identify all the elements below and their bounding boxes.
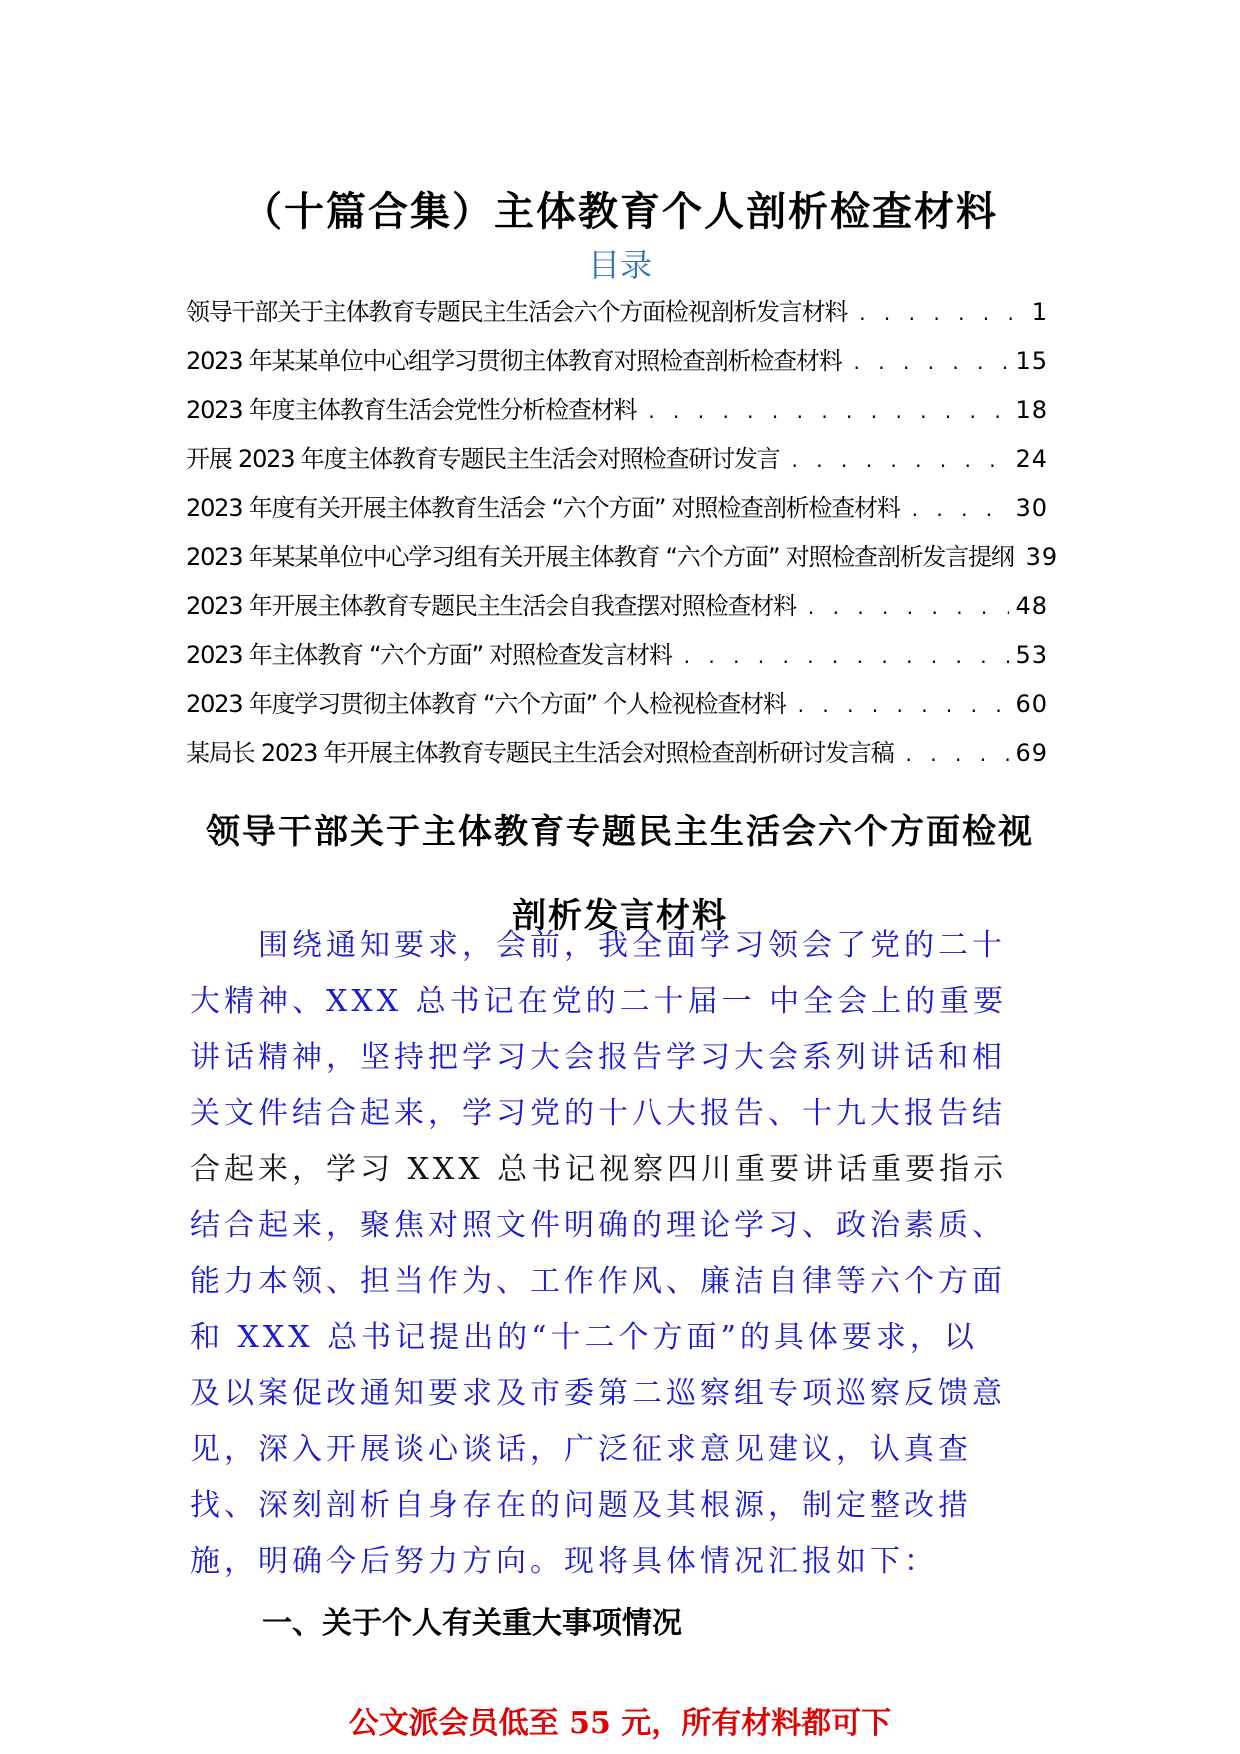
- toc-entry-title: 2023 年度学习贯彻主体教育 “六个方面” 个人检视检查材料: [186, 690, 786, 718]
- article-title-line: 领导干部关于主体教育专题民主生活会六个方面检视: [206, 812, 1034, 852]
- toc-leader-dots: [912, 497, 1010, 521]
- membership-notice: 公文派会员低至 55 元，所有材料都可下: [348, 1706, 892, 1741]
- toc-entry-page: 1: [1031, 298, 1048, 326]
- toc-leader-dots: [648, 399, 1009, 423]
- toc-leader-dots: [906, 742, 1010, 766]
- section-heading: 一、关于个人有关重大事项情况: [262, 1606, 682, 1641]
- toc-leader-dots: [684, 644, 1010, 668]
- body-line: 能力本领、担当作为、工作作风、廉洁自律等六个方面: [190, 1264, 1006, 1299]
- toc-leader-dots: [808, 595, 1010, 619]
- toc-entry-title: 领导干部关于主体教育专题民主生活会六个方面检视剖析发言材料: [186, 298, 848, 326]
- body-line: 围绕通知要求，会前，我全面学习领会了党的二十: [190, 928, 1006, 963]
- toc-entry[interactable]: [186, 390, 1048, 439]
- body-line: 施，明确今后努力方向。现将具体情况汇报如下：: [190, 1544, 938, 1579]
- body-line: 及以案促改通知要求及市委第二巡察组专项巡察反馈意: [190, 1376, 1006, 1411]
- document-title: （十篇合集）主体教育个人剖析检查材料: [242, 189, 998, 235]
- body-line: 讲话精神，坚持把学习大会报告学习大会系列讲话和相: [190, 1040, 1006, 1075]
- toc-entry-page: 24: [1015, 445, 1048, 473]
- toc-entry[interactable]: [186, 635, 1048, 684]
- body-line: 大精神、XXX 总书记在党的二十届一 中全会上的重要: [190, 984, 1008, 1019]
- toc-entry[interactable]: [186, 292, 1048, 341]
- toc-entry-page: 18: [1015, 396, 1048, 424]
- toc-entry[interactable]: [186, 684, 1048, 733]
- toc-entry[interactable]: [186, 341, 1048, 390]
- toc-entry-title: 2023 年某某单位中心组学习贯彻主体教育对照检查剖析检查材料: [186, 347, 842, 375]
- toc-entry-title: 2023 年某某单位中心学习组有关开展主体教育 “六个方面” 对照检查剖析发言提纲: [186, 543, 1014, 571]
- toc-entry[interactable]: [186, 586, 1048, 635]
- toc-entry[interactable]: [186, 439, 1048, 488]
- toc-entry-page: 69: [1015, 739, 1048, 767]
- toc-entry-page: 30: [1015, 494, 1048, 522]
- body-line: 找、深刻剖析自身存在的问题及其根源，制定整改措: [190, 1488, 972, 1523]
- toc-entry[interactable]: [186, 733, 1048, 782]
- toc-entry[interactable]: [186, 488, 1048, 537]
- toc-leader-dots: [792, 448, 1010, 472]
- toc-entry-page: 53: [1015, 641, 1048, 669]
- body-line: 见，深入开展谈心谈话，广泛征求意见建议，认真查: [190, 1432, 972, 1467]
- body-line: 关文件结合起来，学习党的十八大报告、十九大报告结: [190, 1096, 1006, 1131]
- body-line: 和 XXX 总书记提出的“十二个方面”的具体要求，以: [190, 1320, 978, 1355]
- toc-entry-title: 2023 年度有关开展主体教育生活会 “六个方面” 对照检查剖析检查材料: [186, 494, 900, 522]
- toc-entry-title: 2023 年度主体教育生活会党性分析检查材料: [186, 396, 637, 424]
- toc-leader-dots: [798, 693, 1010, 717]
- table-of-contents: [186, 292, 1059, 782]
- toc-entry-page: 15: [1015, 347, 1048, 375]
- toc-entry[interactable]: [186, 537, 1059, 586]
- toc-leader-dots: [859, 301, 1014, 325]
- article-body: [190, 918, 1050, 1590]
- toc-entry-title: 某局长 2023 年开展主体教育专题民主生活会对照检查剖析研讨发言稿: [186, 739, 894, 767]
- toc-leader-dots: [854, 350, 1010, 374]
- toc-entry-page: 60: [1015, 690, 1048, 718]
- toc-entry-title: 开展 2023 年度主体教育专题民主生活会对照检查研讨发言: [186, 445, 780, 473]
- toc-entry-page: 39: [1025, 543, 1059, 571]
- toc-entry-title: 2023 年主体教育 “六个方面” 对照检查发言材料: [186, 641, 672, 669]
- toc-entry-page: 48: [1015, 592, 1048, 620]
- toc-heading: 目录: [587, 246, 652, 284]
- body-line: 结合起来，聚焦对照文件明确的理论学习、政治素质、: [190, 1208, 1006, 1243]
- toc-entry-title: 2023 年开展主体教育专题民主生活会自我查摆对照检查材料: [186, 592, 796, 620]
- article-title-line: 剖析发言材料: [512, 896, 728, 936]
- body-line: 合起来，学习 XXX 总书记视察四川重要讲话重要指示: [190, 1152, 1008, 1187]
